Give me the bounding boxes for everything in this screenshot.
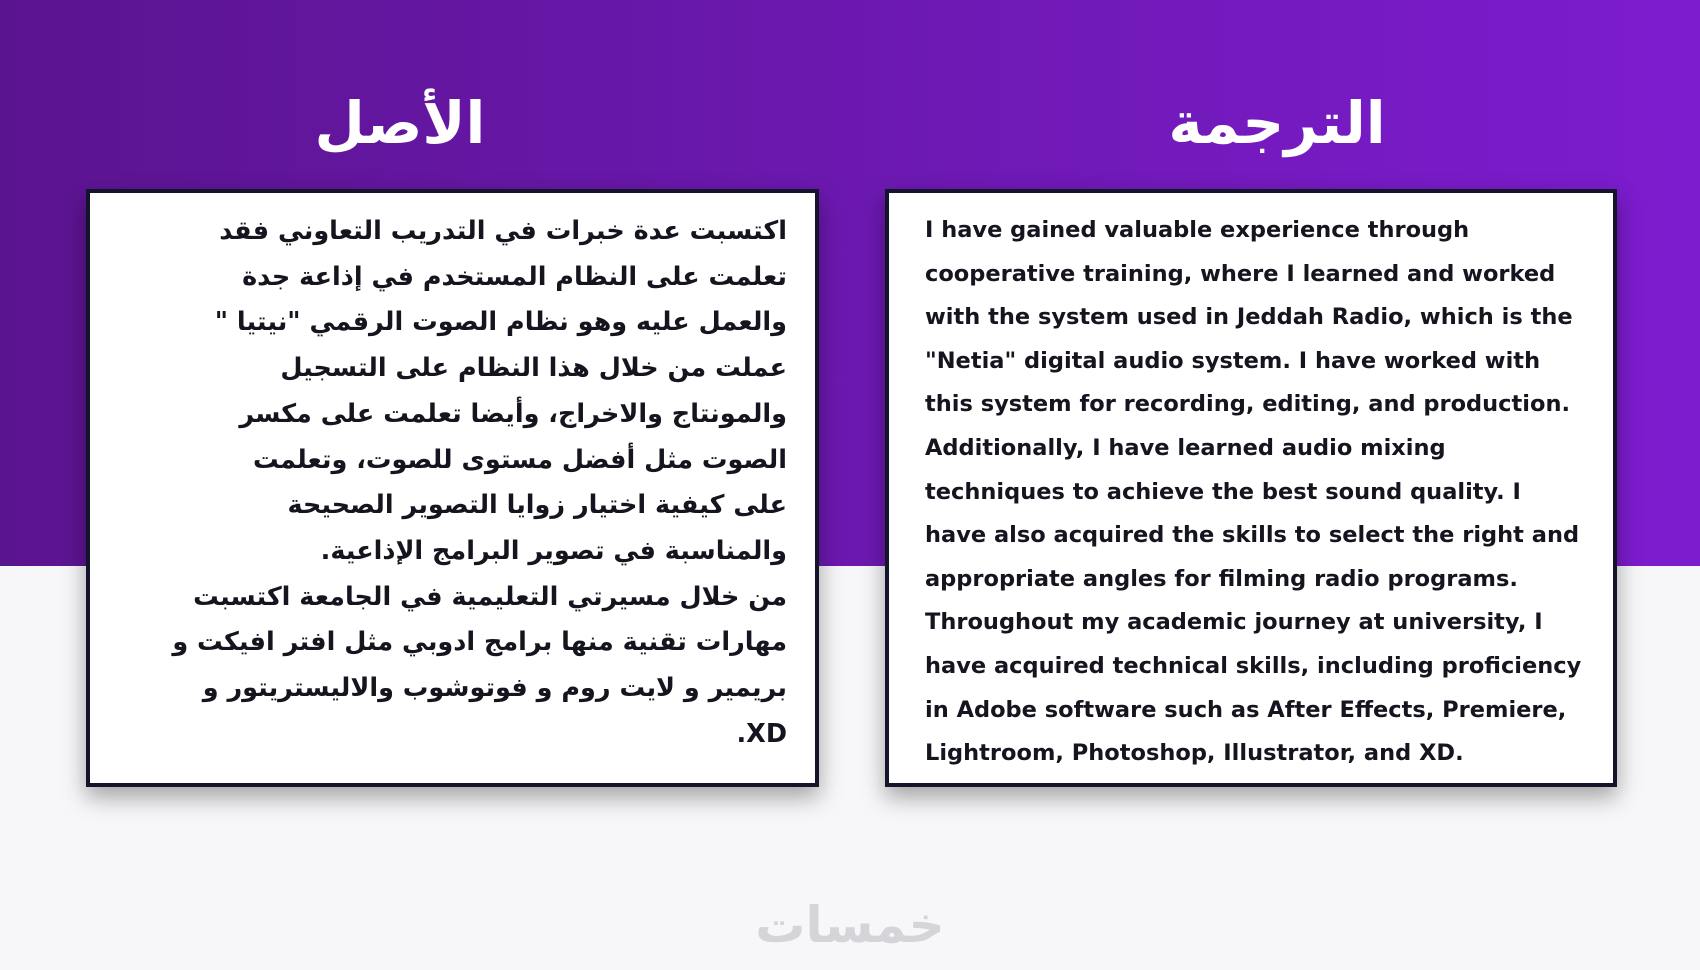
original-text-card [86,189,819,787]
original-arabic-text: اكتسبت عدة خبرات في التدريب التعاوني فقد تعلمت على النظام المستخدم في إذاعة جدة والعمل عليه وهو نظام الصوت الرقمي "نيتيا " عملت من خلال هذا النظام على التسجيل والمونتاج والاخراج، وأيضا تعلمت على مكسر الصوت مثل أفضل مستوى للصوت، وتعلمت على كيفية اختيار زوايا التصوير الصحيحة والمناسبة في تصوير البرامج الإذاعية. من خلال مسيرتي التعليمية في الجامعة اكتسبت مهارات تقنية منها برامج ادوبي مثل افتر افيكت و بريمير و لايت روم و فوتوشوب والاليستريتور و XD. [172,216,787,749]
translation-text-card [885,189,1617,787]
khamsat-logo: خمسات [755,896,945,954]
translation-heading: الترجمة [1168,89,1386,157]
translation-english-text: I have gained valuable experience through cooperative training, where I learned and worked with the system used in Jeddah Radio, which is the "Netia" digital audio system. I have worked with this system for recording, editing, and production. Additionally, I have learned audio mixing techniques to achieve the best sound quality. I have also acquired the skills to select the right and appropriate angles for filming radio programs. Throughout my academic journey at university, I have acquired technical skills, including proficiency in Adobe software such as After Effects, Premiere, Lightroom, Photoshop, Illustrator, and XD. [925,217,1582,767]
original-heading: الأصل [314,89,486,157]
